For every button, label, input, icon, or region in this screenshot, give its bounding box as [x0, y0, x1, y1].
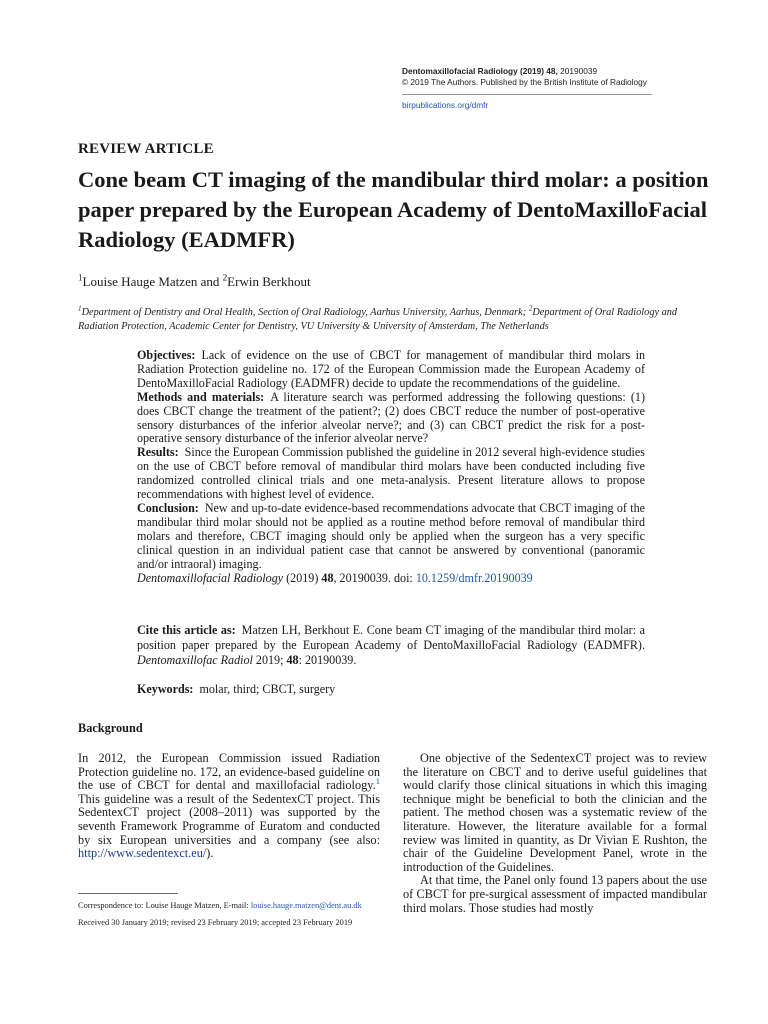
- body-column-right: [403, 752, 707, 915]
- cite-this-article: [137, 623, 645, 668]
- citation-journal: Dentomaxillofacial Radiology: [137, 570, 284, 585]
- abstract-conclusion: [137, 502, 645, 572]
- cite-rest: : 20190039.: [298, 653, 357, 667]
- objectives-text: Lack of evidence on the use of CBCT for management of mandibular third molars in Radiation Protection guideline no. 172 of the European Commission made the European Academy of DentoMaxilloFacial Radiology (EADMFR) decide to update the recommendations of the guideline.: [137, 348, 645, 390]
- col2-paragraph-1: One objective of the SedentexCT project was to review the literature on CBCT and to derive useful guidelines that would clarify those clinical situations in which this imaging technique might be beneficial to both the clinician and the patient. The method chosen was a systematic review of the literature. However, the literature available for a formal review was limited in quantity, as Dr Vivian E Rushton, the chair of the Guideline Development Panel, wrote in the introduction of the Guidelines.: [403, 751, 707, 874]
- correspondence-label: Correspondence to:: [78, 901, 144, 910]
- sedentexct-link[interactable]: http://www.sedentexct.eu/: [78, 846, 207, 861]
- doi-link[interactable]: 10.1259/dmfr.20190039: [415, 570, 533, 585]
- affiliation-2: Department of Oral Radiology and Radiation Protection, Academic Center for Dentistry, VU University & University of Amsterdam, The Netherlands: [78, 307, 678, 332]
- correspondence: [78, 900, 384, 911]
- author-1: Louise Hauge Matzen: [82, 274, 198, 289]
- article-id: 20190039: [557, 66, 598, 76]
- journal-header: [402, 66, 742, 111]
- keywords-label: Keywords:: [137, 682, 194, 696]
- section-heading-background: Background: [78, 721, 143, 735]
- cite-journal: Dentomaxillofac Radiol: [137, 653, 253, 667]
- article-title: Cone beam CT imaging of the mandibular third molar: a position paper prepared by the European Academy of DentoMaxilloFacial Radiology (EADMFR): [78, 167, 709, 252]
- methods-label: Methods and materials:: [137, 389, 265, 404]
- affiliations: [78, 306, 718, 334]
- received-dates: Received 30 January 2019; revised 23 February 2019; accepted 23 February 2019: [78, 918, 353, 927]
- col1-text-a: In 2012, the European Commission issued Radiation Protection guideline no. 172, an evidence-based guideline on the use of CBCT for dental and maxillofacial radiology.: [78, 751, 380, 793]
- header-rule: [402, 94, 652, 95]
- author-conjunction: and: [197, 274, 223, 289]
- author-2: Erwin Berkhout: [227, 274, 311, 289]
- article-type: REVIEW ARTICLE: [78, 141, 214, 157]
- journal-citation-line: [402, 66, 742, 77]
- author-affil-sup-1: 1: [78, 272, 83, 283]
- correspondence-name: Louise Hauge Matzen, E-mail:: [143, 901, 251, 910]
- results-text: Since the European Commission published the guideline in 2012 several high-evidence studies on the use of CBCT before removal of mandibular third molars have been conducted including five randomized controlled clinical trials and one meta-analysis. Present literature allows to propose recommendations with highest level of evidence.: [137, 445, 645, 502]
- author-list: [78, 274, 311, 290]
- methods-text: A literature search was performed addressing the following questions: (1) does CBCT change the treatment of the patient?; (2) does CBCT reduce the number of post-operative sensory disturbances of the inferior alveolar nerve?; and (3) can CBCT predict the risk for a post-operative sensory disturbance of the inferior alveolar nerve?: [137, 389, 645, 446]
- abstract-objectives: [137, 349, 645, 391]
- cite-text: Matzen LH, Berkhout E. Cone beam CT imaging of the mandibular third molar: a position paper prepared by the European Academy of DentoMaxilloFacial Radiology (EADMFR).: [137, 623, 645, 652]
- conclusion-text: New and up-to-date evidence-based recommendations advocate that CBCT imaging of the mandibular third molar should not be applied as a routine method before removal of mandibular third molars and therefore, CBCT imaging should only be applied when the surgeon has a very specific clinical question in an individual patient case that cannot be answered by conventional (panoramic and/or intraoral) imaging.: [137, 500, 645, 571]
- affil-sup-2: 2: [528, 304, 533, 313]
- keywords-text: molar, third; CBCT, surgery: [199, 682, 336, 696]
- keywords: [137, 682, 645, 697]
- abstract-methods: [137, 391, 645, 447]
- cite-label: Cite this article as:: [137, 623, 236, 637]
- col1-text-c: ).: [206, 846, 214, 861]
- abstract: [137, 349, 645, 585]
- abstract-results: [137, 446, 645, 502]
- results-label: Results:: [137, 445, 179, 460]
- footnote-rule: [78, 893, 178, 894]
- citation-rest: , 20190039. doi:: [333, 570, 416, 585]
- citation-volume: 48: [321, 570, 334, 585]
- affiliation-1: Department of Dentistry and Oral Health, Section of Oral Radiology, Aarhus University, Aarhus, Denmark;: [81, 307, 529, 318]
- footnote: [78, 900, 384, 928]
- col1-text-b: This guideline was a result of the SedentexCT project. This SedentexCT project (2008–2011) was supported by the seventh Framework Programme of Euratom and conducted by six European universities and a company (see also:: [78, 791, 380, 847]
- objectives-label: Objectives:: [137, 348, 196, 362]
- journal-name: Dentomaxillofacial Radiology (2019) 48,: [402, 66, 558, 76]
- cite-year: 2019;: [252, 653, 287, 667]
- conclusion-label: Conclusion:: [137, 500, 199, 515]
- journal-url-link[interactable]: birpublications.org/dmfr: [402, 100, 489, 110]
- email-link[interactable]: louise.hauge.matzen@dent.au.dk: [250, 901, 362, 910]
- copyright-line: © 2019 The Authors. Published by the British Institute of Radiology: [402, 77, 647, 87]
- body-column-left: [78, 752, 380, 861]
- affil-sup-1: 1: [78, 304, 82, 313]
- cite-volume: 48: [286, 653, 299, 667]
- author-affil-sup-2: 2: [222, 272, 228, 283]
- col2-paragraph-2: At that time, the Panel only found 13 papers about the use of CBCT for pre-surgical assessment of impacted mandibular third molars. Those studies had mostly: [403, 873, 707, 915]
- citation-year: (2019): [283, 570, 322, 585]
- abstract-citation: [137, 572, 645, 586]
- reference-1[interactable]: 1: [375, 776, 380, 787]
